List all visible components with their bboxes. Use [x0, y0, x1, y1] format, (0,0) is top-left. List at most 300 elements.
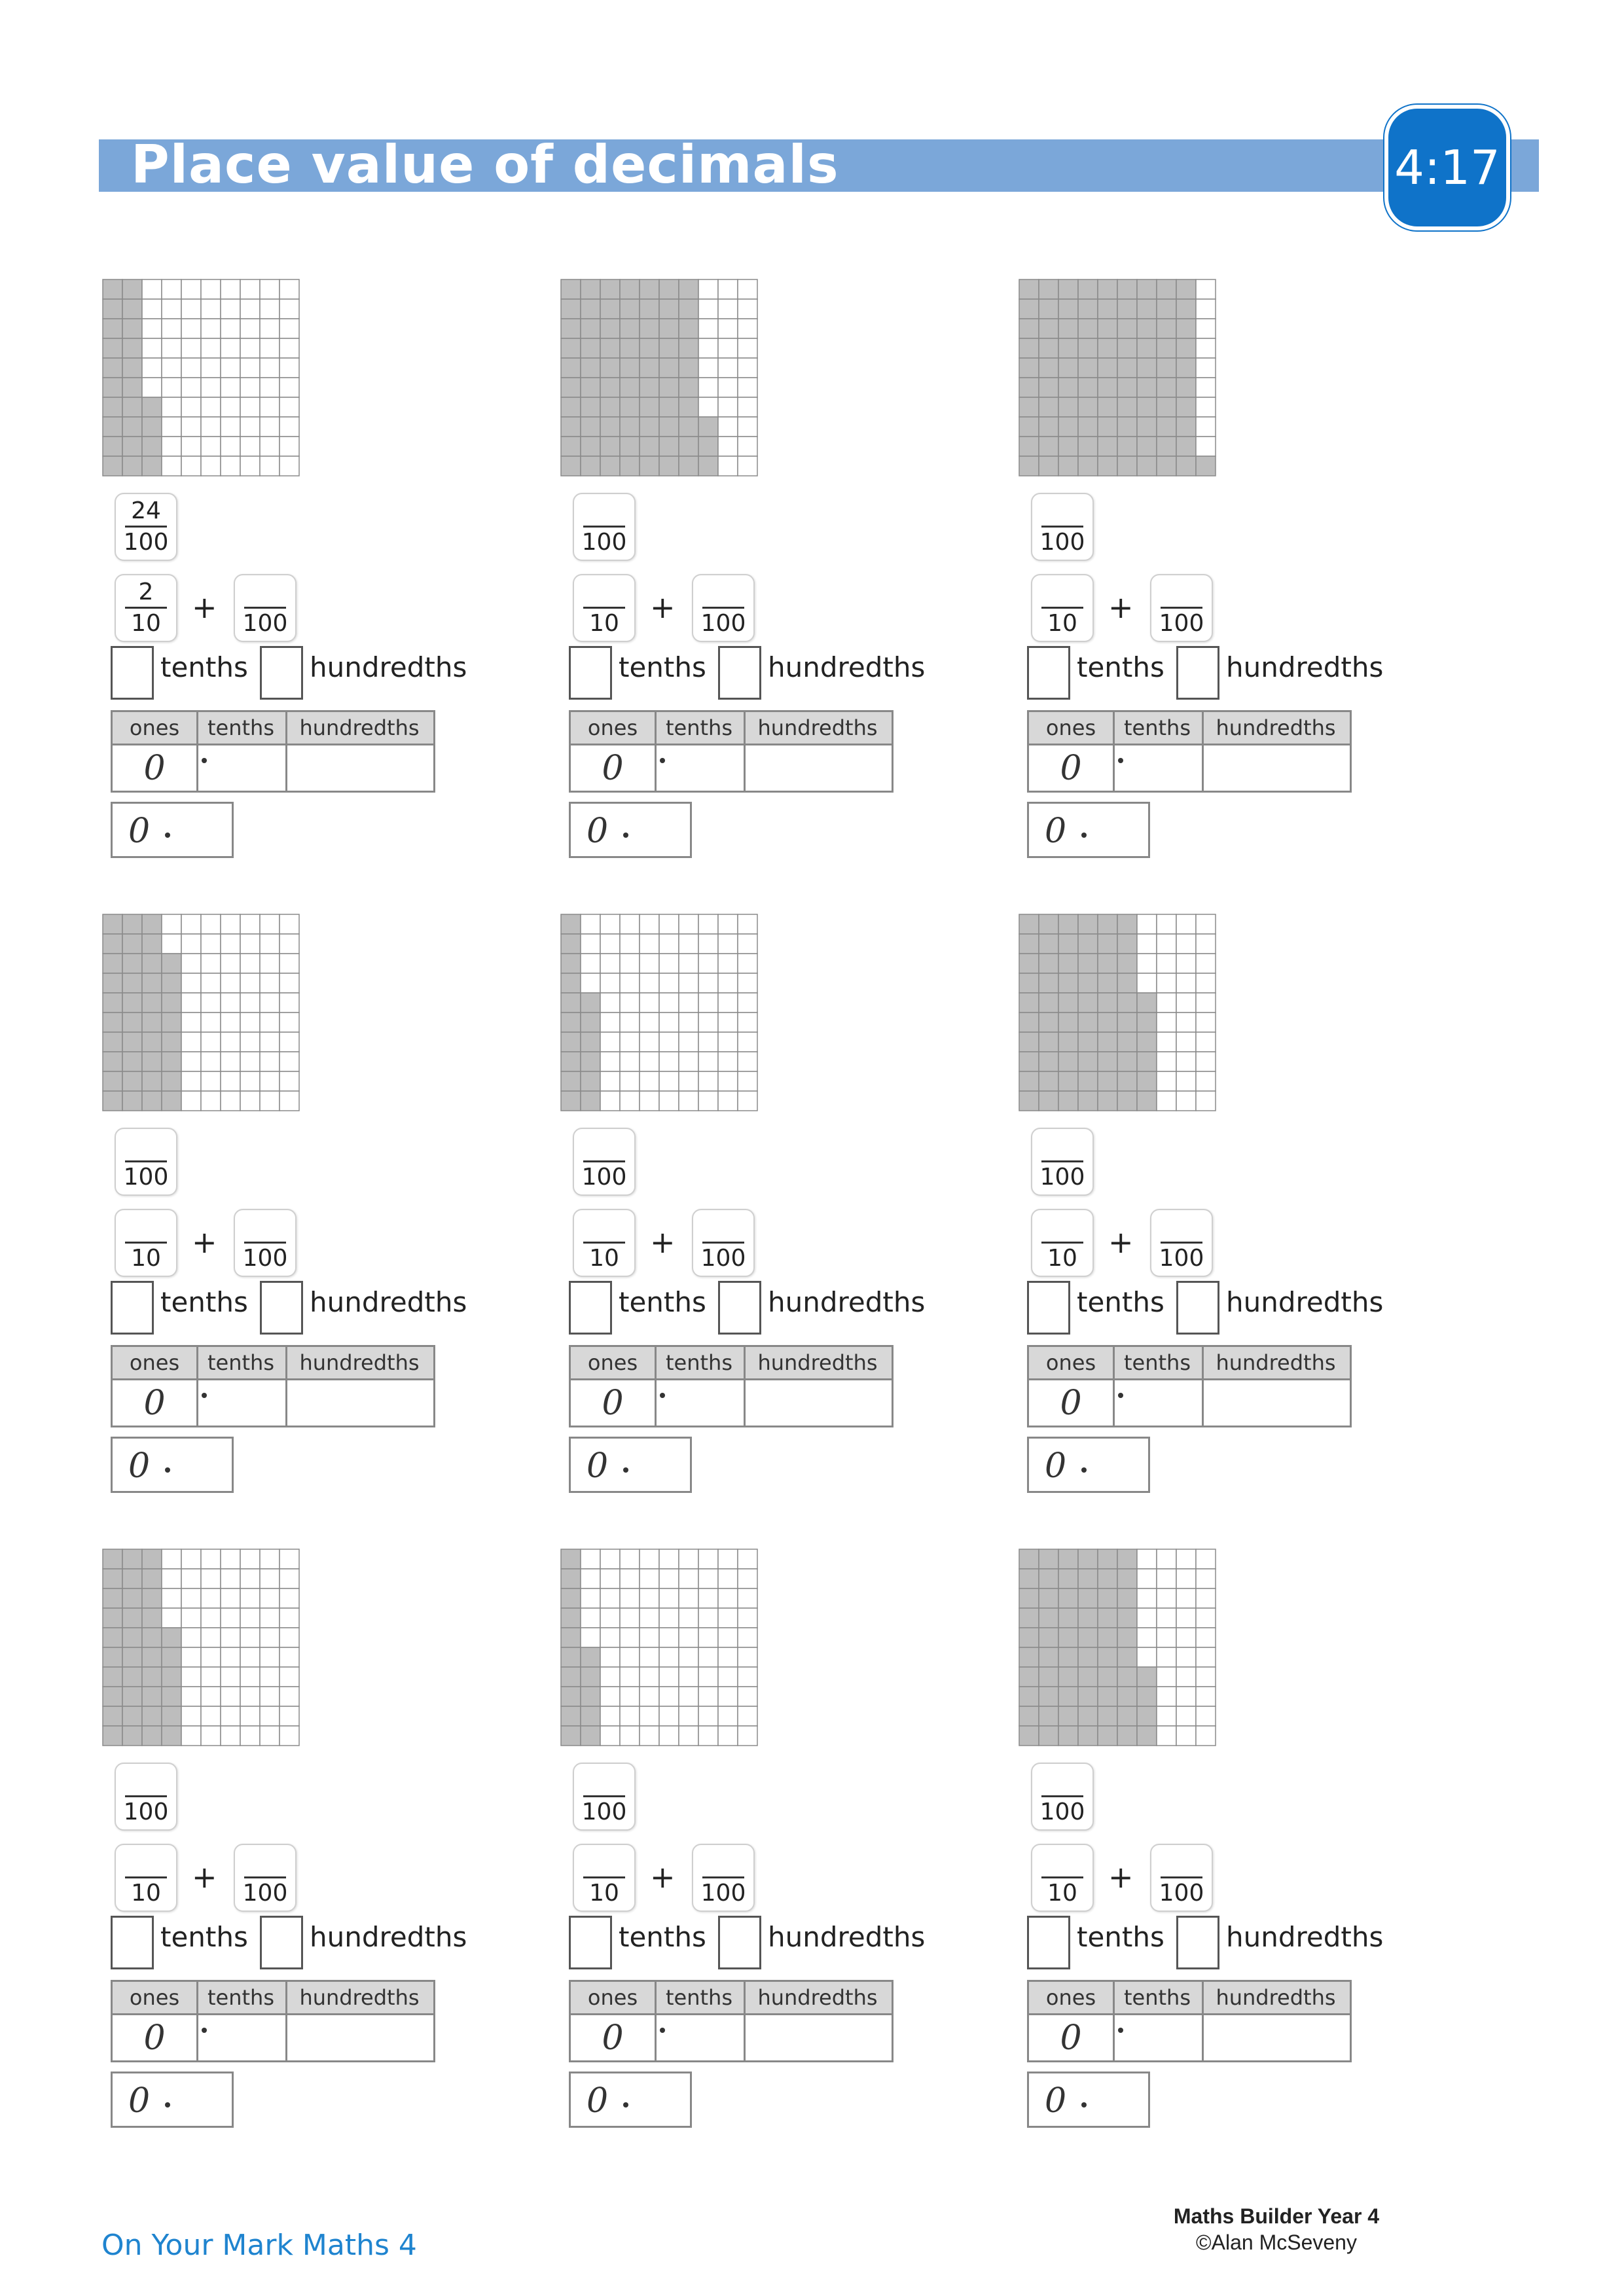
grid-cell [1196, 1549, 1216, 1569]
grid-cell [240, 973, 260, 993]
fraction-numerator [1151, 578, 1212, 607]
place-value-table [1027, 1980, 1352, 2062]
grid-cell [679, 1667, 698, 1687]
fraction-bar [583, 607, 625, 609]
grid-cell [640, 1667, 659, 1687]
grid-cell-shaded [103, 1052, 122, 1071]
grid-cell-shaded [142, 1052, 162, 1071]
grid-cell [659, 1549, 679, 1569]
tenths-value-cell[interactable] [198, 745, 285, 791]
grid-cell [280, 338, 299, 358]
hundredths-value-cell[interactable] [1204, 1380, 1350, 1426]
grid-cell [260, 1726, 280, 1746]
grid-cell [260, 1013, 280, 1032]
grid-cell-shaded [600, 338, 620, 358]
decimal-answer-box[interactable] [1027, 1437, 1150, 1493]
fraction-hundredths-part-box[interactable] [1150, 574, 1213, 642]
grid-cell [1176, 1628, 1196, 1647]
tenths-answer-box[interactable] [1027, 646, 1070, 700]
grid-cell [738, 1608, 757, 1628]
grid-cell [620, 1628, 640, 1647]
grid-cell [1176, 1667, 1196, 1687]
grid-cell-shaded [1078, 1549, 1098, 1569]
tenths-label: tenths [619, 1921, 706, 1953]
grid-cell [280, 1032, 299, 1052]
fraction-hundredths-part-box[interactable] [234, 1844, 297, 1912]
grid-cell [620, 1569, 640, 1588]
hundredths-answer-box[interactable] [718, 1281, 761, 1335]
grid-cell-shaded [679, 397, 698, 417]
exercise-1 [101, 278, 560, 920]
grid-cell-shaded [142, 397, 162, 417]
tenths-value-cell[interactable] [198, 2015, 285, 2060]
hundredths-answer-box[interactable] [1176, 1281, 1219, 1335]
grid-cell [240, 914, 260, 934]
grid-cell-shaded [103, 358, 122, 378]
fraction-numerator: 24 [131, 497, 161, 524]
grid-cell [738, 358, 757, 378]
grid-cell-shaded [1098, 358, 1117, 378]
grid-cell-shaded [1058, 1706, 1078, 1726]
fraction-numerator [116, 1848, 176, 1876]
tenths-value-cell[interactable] [657, 745, 744, 791]
grid-cell [640, 1588, 659, 1608]
tenths-value-cell[interactable] [657, 2015, 744, 2060]
exercise-5 [560, 913, 1018, 1554]
tenths-label: tenths [1077, 1286, 1164, 1318]
tenths-answer-box[interactable] [569, 1281, 612, 1335]
grid-cell-shaded [1098, 1052, 1117, 1071]
grid-cell-shaded [103, 1569, 122, 1588]
grid-cell-shaded [1039, 973, 1058, 993]
fraction-denominator: 10 [589, 1880, 619, 1907]
fraction-denominator: 100 [242, 610, 288, 637]
grid-cell-shaded [122, 338, 142, 358]
grid-cell-shaded [142, 1647, 162, 1667]
grid-cell-shaded [1117, 1569, 1137, 1588]
grid-cell-shaded [600, 378, 620, 397]
grid-cell-shaded [1039, 299, 1058, 319]
plus-sign: + [1108, 590, 1134, 625]
grid-cell-shaded [659, 279, 679, 299]
grid-cell [1176, 1091, 1196, 1111]
tenths-value-cell[interactable] [1115, 745, 1202, 791]
grid-cell-shaded [1019, 934, 1039, 954]
grid-cell-shaded [1098, 1071, 1117, 1091]
tenths-answer-box[interactable] [569, 1916, 612, 1969]
grid-cell-shaded [1117, 1588, 1137, 1608]
fraction-bar [702, 1242, 744, 1244]
grid-cell [181, 1647, 201, 1667]
grid-cell [1176, 1588, 1196, 1608]
grid-cell-shaded [142, 437, 162, 456]
grid-cell [718, 358, 738, 378]
grid-cell [201, 1726, 221, 1746]
exercise-6 [1018, 913, 1476, 1554]
grid-cell [1196, 417, 1216, 437]
grid-cell-shaded [600, 397, 620, 417]
grid-cell [718, 1013, 738, 1032]
fraction-tenths-box[interactable] [573, 1844, 636, 1912]
grid-cell-shaded [1098, 1667, 1117, 1687]
grid-cell [221, 1052, 240, 1071]
fraction-hundredths-box[interactable] [1031, 493, 1094, 561]
grid-cell [280, 1608, 299, 1628]
tenths-answer-box[interactable] [111, 1281, 154, 1335]
hundredths-value-cell[interactable] [746, 745, 892, 791]
grid-cell-shaded [561, 437, 581, 456]
fraction-bar [1041, 1876, 1083, 1878]
grid-cell [718, 299, 738, 319]
grid-cell-shaded [103, 1706, 122, 1726]
fraction-hundredths-part-box[interactable] [1150, 1844, 1213, 1912]
grid-cell-shaded [103, 1013, 122, 1032]
hundredths-value-cell[interactable] [746, 1380, 892, 1426]
grid-cell-shaded [1039, 1667, 1058, 1687]
grid-cell [620, 1667, 640, 1687]
grid-cell-shaded [581, 397, 600, 417]
fraction-numerator [116, 1132, 176, 1160]
hundredths-value-cell[interactable] [287, 1380, 433, 1426]
grid-cell-shaded [1058, 1091, 1078, 1111]
grid-cell [640, 1608, 659, 1628]
grid-cell [221, 1549, 240, 1569]
tenths-value-cell[interactable] [657, 1380, 744, 1426]
grid-cell [280, 1647, 299, 1667]
grid-cell-shaded [1137, 1091, 1157, 1111]
fraction-hundredths-box[interactable] [573, 493, 636, 561]
grid-cell [659, 914, 679, 934]
grid-cell-shaded [1078, 1628, 1098, 1647]
tenths-value-cell[interactable] [1115, 1380, 1202, 1426]
grid-cell [620, 934, 640, 954]
place-value-table [569, 1345, 893, 1427]
fraction-hundredths-box[interactable] [115, 1763, 177, 1831]
grid-cell-shaded [600, 417, 620, 437]
hundredths-answer-box[interactable] [1176, 646, 1219, 700]
hundredths-label: hundredths [1226, 651, 1384, 683]
grid-cell-shaded [1078, 1608, 1098, 1628]
grid-cell [1176, 1569, 1196, 1588]
tenths-answer-box[interactable] [111, 646, 154, 700]
grid-cell-shaded [1078, 417, 1098, 437]
grid-cell-shaded [1137, 1052, 1157, 1071]
fraction-denominator: 10 [1047, 1245, 1077, 1272]
fraction-bar [1041, 1242, 1083, 1244]
fraction-numerator [116, 1213, 176, 1242]
grid-cell-shaded [1039, 1013, 1058, 1032]
column-ones-header: ones [1045, 715, 1096, 740]
grid-cell [1196, 397, 1216, 417]
grid-cell-shaded [1039, 954, 1058, 973]
fraction-tenths-box[interactable] [1031, 1209, 1094, 1277]
grid-cell [1137, 1569, 1157, 1588]
grid-cell-shaded [122, 1549, 142, 1569]
grid-cell [201, 338, 221, 358]
hundredths-value-cell[interactable] [287, 745, 433, 791]
decimal-point [165, 2102, 170, 2108]
grid-cell [201, 456, 221, 476]
grid-cell [240, 456, 260, 476]
grid-cell-shaded [103, 973, 122, 993]
grid-cell-shaded [1176, 279, 1196, 299]
grid-cell [181, 1569, 201, 1588]
grid-cell-shaded [103, 1647, 122, 1667]
fraction-numerator [574, 1848, 634, 1876]
grid-cell-shaded [122, 1052, 142, 1071]
grid-cell [698, 378, 718, 397]
decimal-answer-box[interactable] [111, 802, 234, 858]
grid-cell [181, 378, 201, 397]
grid-cell [718, 1071, 738, 1091]
grid-cell-shaded [679, 378, 698, 397]
tenths-value-cell[interactable] [198, 1380, 285, 1426]
grid-cell [260, 1706, 280, 1726]
page-title: Place value of decimals [131, 134, 839, 195]
grid-cell-shaded [122, 1647, 142, 1667]
decimal-point [1118, 1393, 1123, 1398]
grid-cell-shaded [1039, 1706, 1058, 1726]
column-hundredths-header: hundredths [757, 715, 878, 740]
grid-cell-shaded [122, 299, 142, 319]
grid-cell [181, 1706, 201, 1726]
grid-cell-shaded [122, 397, 142, 417]
grid-cell [1176, 1052, 1196, 1071]
decimal-answer-box[interactable] [569, 802, 692, 858]
tenths-answer-box[interactable] [1027, 1916, 1070, 1969]
decimal-zero: 0 [1045, 2081, 1067, 2121]
grid-cell-shaded [1078, 397, 1098, 417]
column-ones-header: ones [129, 1985, 180, 2010]
grid-cell [181, 914, 201, 934]
fraction-tenths-box[interactable] [115, 1209, 177, 1277]
fraction-bar [583, 1876, 625, 1878]
grid-cell [181, 1726, 201, 1746]
plus-sign: + [650, 590, 676, 625]
grid-cell [1157, 914, 1176, 934]
fraction-hundredths-box[interactable] [1031, 1763, 1094, 1831]
grid-cell [162, 397, 181, 417]
hundredths-answer-box[interactable] [1176, 1916, 1219, 1969]
grid-cell-shaded [561, 456, 581, 476]
tenths-value-cell[interactable] [1115, 2015, 1202, 2060]
tenths-answer-box[interactable] [111, 1916, 154, 1969]
fraction-hundredths-part-box[interactable] [692, 574, 755, 642]
hundred-grid [1018, 1548, 1217, 1747]
grid-cell-shaded [1058, 1071, 1078, 1091]
fraction-hundredths-box[interactable] [1031, 1128, 1094, 1196]
grid-cell [620, 1071, 640, 1091]
grid-cell-shaded [1117, 1726, 1137, 1746]
grid-cell-shaded [103, 1608, 122, 1628]
grid-cell [698, 1071, 718, 1091]
grid-cell-shaded [1058, 1569, 1078, 1588]
grid-cell [698, 1549, 718, 1569]
hundredths-value-cell[interactable] [287, 2015, 433, 2060]
fraction-denominator: 100 [581, 529, 627, 556]
grid-cell [162, 1588, 181, 1608]
grid-cell [1176, 1647, 1196, 1667]
grid-cell [698, 1628, 718, 1647]
grid-cell [600, 1687, 620, 1706]
tenths-answer-box[interactable] [569, 646, 612, 700]
decimal-answer-box[interactable] [569, 1437, 692, 1493]
hundredths-value-cell[interactable] [1204, 745, 1350, 791]
grid-cell [201, 1569, 221, 1588]
fraction-tenths-box[interactable] [115, 1844, 177, 1912]
decimal-answer-box[interactable] [111, 1437, 234, 1493]
grid-cell [600, 1628, 620, 1647]
grid-cell [600, 934, 620, 954]
grid-cell-shaded [581, 1647, 600, 1667]
fraction-tenths-box[interactable] [115, 574, 177, 642]
grid-cell-shaded [1078, 338, 1098, 358]
grid-cell-shaded [1019, 914, 1039, 934]
fraction-tenths-box[interactable] [573, 574, 636, 642]
hundredths-label: hundredths [1226, 1286, 1384, 1318]
column-tenths-header: tenths [207, 715, 274, 740]
grid-cell [738, 319, 757, 338]
fraction-hundredths-part-box[interactable] [234, 574, 297, 642]
grid-cell-shaded [142, 1608, 162, 1628]
grid-cell-shaded [1117, 1687, 1137, 1706]
grid-cell [659, 973, 679, 993]
column-ones-header: ones [587, 1985, 638, 2010]
grid-cell [260, 914, 280, 934]
fraction-bar [1041, 1160, 1083, 1162]
fraction-hundredths-box[interactable] [115, 493, 177, 561]
grid-cell-shaded [142, 1588, 162, 1608]
fraction-hundredths-part-box[interactable] [692, 1209, 755, 1277]
grid-cell [181, 1091, 201, 1111]
decimal-zero: 0 [128, 2081, 151, 2121]
fraction-bar [583, 526, 625, 528]
hundredths-answer-box[interactable] [718, 646, 761, 700]
grid-cell-shaded [1098, 993, 1117, 1013]
grid-cell-shaded [162, 1013, 181, 1032]
grid-cell [698, 1013, 718, 1032]
grid-cell [738, 279, 757, 299]
decimal-zero: 0 [586, 812, 609, 851]
hundredths-answer-box[interactable] [718, 1916, 761, 1969]
grid-cell-shaded [1019, 1667, 1039, 1687]
grid-cell-shaded [1117, 417, 1137, 437]
column-ones-header: ones [1045, 1985, 1096, 2010]
grid-cell [581, 914, 600, 934]
grid-cell [181, 456, 201, 476]
grid-cell-shaded [1137, 1013, 1157, 1032]
grid-cell [1176, 1549, 1196, 1569]
tenths-answer-box[interactable] [1027, 1281, 1070, 1335]
grid-cell-shaded [1078, 973, 1098, 993]
decimal-point [1081, 833, 1087, 838]
fraction-hundredths-part-box[interactable] [1150, 1209, 1213, 1277]
grid-cell-shaded [1117, 954, 1137, 973]
fraction-tenths-box[interactable] [1031, 1844, 1094, 1912]
grid-cell [201, 279, 221, 299]
grid-cell [738, 934, 757, 954]
grid-cell-shaded [1078, 319, 1098, 338]
column-ones-header: ones [587, 1350, 638, 1375]
fraction-denominator: 100 [700, 1880, 746, 1907]
decimal-answer-box[interactable] [111, 2072, 234, 2128]
grid-cell [1196, 1569, 1216, 1588]
grid-cell [738, 1032, 757, 1052]
grid-cell-shaded [1039, 1549, 1058, 1569]
fraction-denominator: 10 [131, 1880, 161, 1907]
hundred-grid [560, 278, 759, 477]
hundredths-answer-box[interactable] [260, 1281, 303, 1335]
grid-cell-shaded [561, 358, 581, 378]
grid-cell [201, 934, 221, 954]
grid-cell-shaded [1137, 299, 1157, 319]
grid-cell [698, 1052, 718, 1071]
grid-cell [280, 378, 299, 397]
grid-cell-shaded [640, 417, 659, 437]
fraction-hundredths-box[interactable] [573, 1128, 636, 1196]
grid-cell [600, 914, 620, 934]
fraction-hundredths-part-box[interactable] [692, 1844, 755, 1912]
grid-cell [240, 1726, 260, 1746]
decimal-answer-box[interactable] [1027, 2072, 1150, 2128]
fraction-hundredths-box[interactable] [573, 1763, 636, 1831]
grid-cell [1196, 914, 1216, 934]
grid-cell-shaded [162, 1628, 181, 1647]
exercise-4 [101, 913, 560, 1554]
grid-cell-shaded [1137, 1071, 1157, 1091]
grid-cell [181, 1588, 201, 1608]
fraction-hundredths-box[interactable] [115, 1128, 177, 1196]
grid-cell-shaded [1039, 1071, 1058, 1091]
grid-cell [1137, 973, 1157, 993]
grid-cell-shaded [1137, 397, 1157, 417]
grid-cell-shaded [1137, 437, 1157, 456]
grid-cell [1196, 378, 1216, 397]
grid-cell [620, 1647, 640, 1667]
grid-cell [581, 1569, 600, 1588]
grid-cell-shaded [581, 1052, 600, 1071]
fraction-hundredths-part-box[interactable] [234, 1209, 297, 1277]
grid-cell-shaded [1019, 1608, 1039, 1628]
grid-cell [718, 954, 738, 973]
grid-cell-shaded [1039, 319, 1058, 338]
grid-cell-shaded [581, 299, 600, 319]
fraction-tenths-box[interactable] [573, 1209, 636, 1277]
grid-cell-shaded [561, 338, 581, 358]
grid-cell-shaded [122, 1032, 142, 1052]
column-tenths-header: tenths [1123, 1350, 1191, 1375]
ones-value: 0 [602, 749, 624, 788]
grid-cell-shaded [1117, 993, 1137, 1013]
decimal-answer-box[interactable] [1027, 802, 1150, 858]
grid-cell-shaded [1058, 437, 1078, 456]
hundredths-answer-box[interactable] [260, 646, 303, 700]
grid-cell-shaded [659, 437, 679, 456]
hundredths-answer-box[interactable] [260, 1916, 303, 1969]
fraction-numerator [693, 578, 753, 607]
decimal-answer-box[interactable] [569, 2072, 692, 2128]
grid-cell [201, 1647, 221, 1667]
fraction-tenths-box[interactable] [1031, 574, 1094, 642]
grid-cell-shaded [1117, 299, 1137, 319]
grid-cell-shaded [1078, 1091, 1098, 1111]
grid-cell [600, 1052, 620, 1071]
grid-cell-shaded [1117, 437, 1137, 456]
hundred-grid [1018, 913, 1217, 1112]
ones-value: 0 [1060, 2018, 1082, 2058]
hundredths-value-cell[interactable] [1204, 2015, 1350, 2060]
hundredths-value-cell[interactable] [746, 2015, 892, 2060]
